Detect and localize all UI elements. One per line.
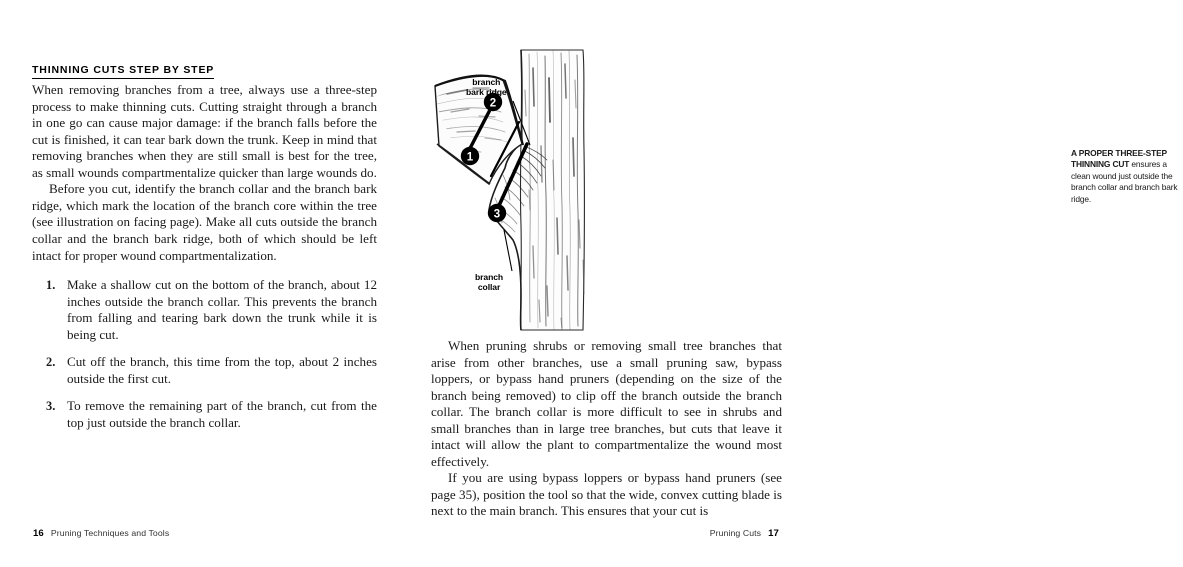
body-paragraph-3: When pruning shrubs or removing small tree branches that arise from other branches, use a small pruning saw, bypass loppers, or bypass hand pruners (depending on the size of the branch being removed) to clip off the branch outside the branch collar. The branch collar is more difficult to see in shrubs and small branches than in large tree branches, but cuts that leave it intact will allow the plant to compartmentalize the wound most effectively. bbox=[431, 338, 782, 469]
list-item bbox=[32, 398, 377, 431]
figure-label-branch-collar bbox=[475, 272, 503, 292]
figure-label-bark-ridge bbox=[466, 77, 507, 97]
running-head: Pruning Cuts bbox=[709, 528, 762, 538]
right-page-footer bbox=[710, 528, 779, 539]
left-page-footer bbox=[33, 528, 169, 539]
body-paragraph-4: If you are using bypass loppers or bypass hand pruners (see page 35), position the tool so that the wide, convex cutting blade is next to the main branch. This ensures that your cut is bbox=[431, 470, 782, 519]
figure-label-branch-collar-line1: branch bbox=[475, 272, 504, 282]
page-number: 16 bbox=[33, 528, 44, 539]
right-column-text bbox=[431, 338, 782, 520]
figure-label-bark-ridge-line2: bark ridge bbox=[466, 87, 507, 97]
figure-caption bbox=[1071, 148, 1183, 205]
body-paragraph-1: When removing branches from a tree, always use a three-step process to make thinning cuts. Cutting straight through a branch in one go can cause major damage: if the branch falls before the cut is finished, it can tear bark down the trunk. Keep in mind that removing branches when they are still small is best for the tree, as small wounds compartmentalize quicker than large wounds do. bbox=[32, 82, 377, 180]
figure-caption-lead: A PROPER THREE-STEP THINNING CUT bbox=[1071, 148, 1167, 170]
step-list bbox=[32, 277, 377, 431]
body-paragraph-2: Before you cut, identify the branch collar and the branch bark ridge, which mark the location of the branch core within the tree (see illustration on facing page). Make all cuts outside the branch collar and the branch bark ridge, both of which should be left intact for proper wound compartmentalization. bbox=[32, 181, 377, 263]
page-number: 17 bbox=[768, 528, 779, 539]
step-text: To remove the remaining part of the branch, cut from the top just outside the branch collar. bbox=[67, 398, 377, 430]
step-marker-3 bbox=[488, 204, 506, 222]
list-item bbox=[32, 354, 377, 387]
three-step-cut-illustration bbox=[433, 50, 643, 330]
step-marker-1 bbox=[461, 147, 479, 165]
step-number: 2. bbox=[46, 355, 56, 370]
svg-text:2: 2 bbox=[489, 97, 497, 110]
step-text: Make a shallow cut on the bottom of the branch, about 12 inches outside the branch collar. This prevents the branch from falling and tearing bark down the trunk while it is being cut. bbox=[67, 277, 377, 342]
svg-text:3: 3 bbox=[493, 208, 501, 221]
right-page bbox=[405, 0, 1178, 567]
section-heading: THINNING CUTS STEP BY STEP bbox=[32, 65, 214, 79]
list-item bbox=[32, 277, 377, 343]
step-number: 3. bbox=[46, 399, 56, 414]
left-page bbox=[0, 0, 405, 567]
figure-caption-rest: ensures a clean wound just outside the branch collar and branch bark ridge. bbox=[1071, 159, 1178, 204]
svg-text:1: 1 bbox=[466, 151, 474, 164]
step-text: Cut off the branch, this time from the top, about 2 inches outside the first cut. bbox=[67, 354, 377, 386]
figure-label-branch-collar-line2: collar bbox=[477, 282, 501, 292]
figure-label-bark-ridge-line1: branch bbox=[472, 77, 501, 87]
illustration-svg bbox=[433, 50, 643, 330]
step-number: 1. bbox=[46, 278, 56, 293]
running-head: Pruning Techniques and Tools bbox=[50, 528, 170, 538]
